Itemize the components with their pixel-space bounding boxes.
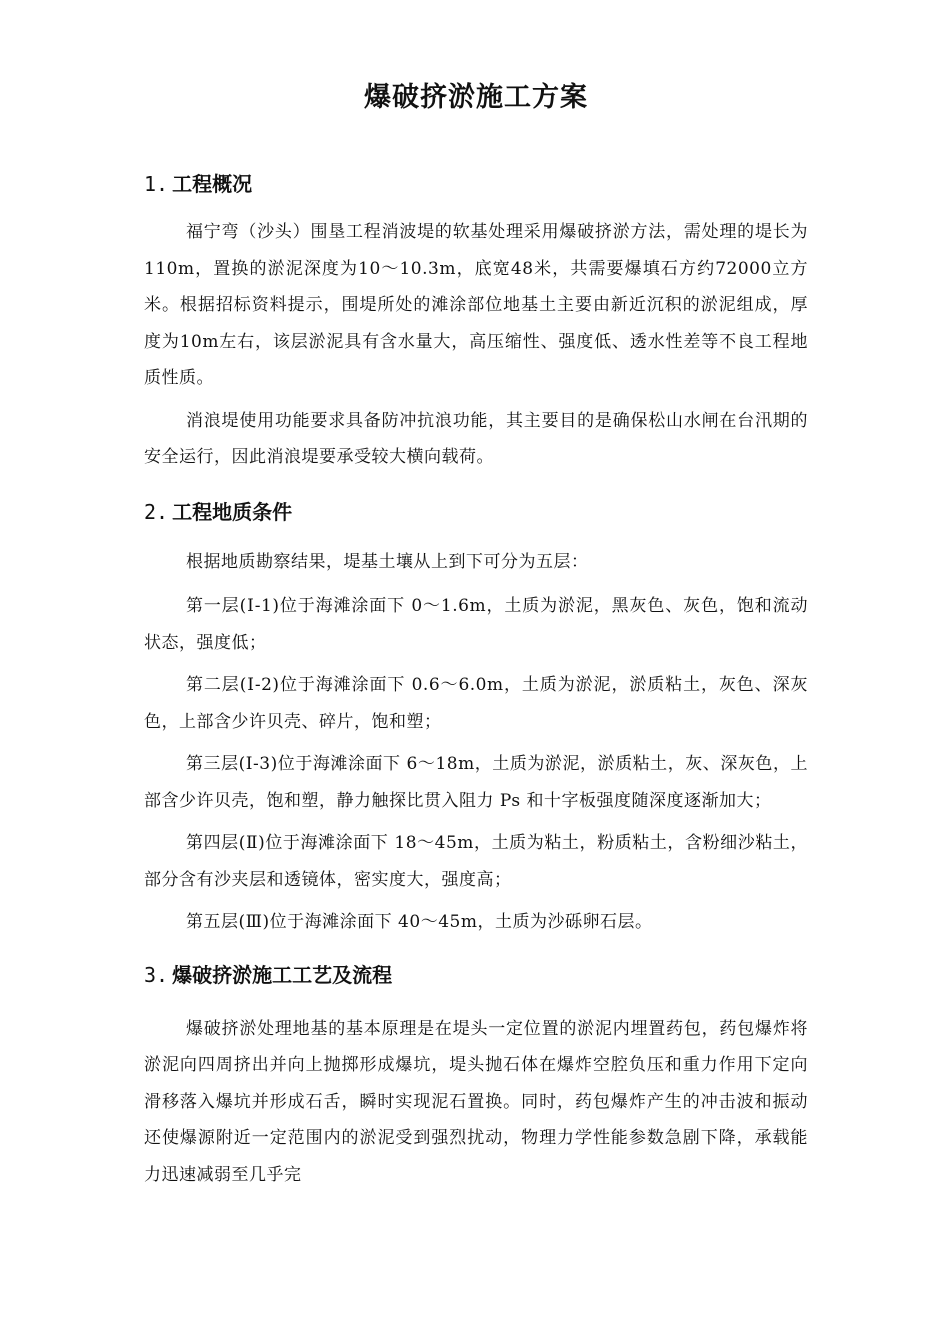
section-number: 2. <box>144 499 169 524</box>
section-title: 工程地质条件 <box>172 499 293 524</box>
section-title: 爆破挤淤施工工艺及流程 <box>172 962 393 987</box>
paragraph: 爆破挤淤处理地基的基本原理是在堤头一定位置的淤泥内埋置药包，药包爆炸将淤泥向四周挤出并向上抛掷形成爆坑，堤头抛石体在爆炸空腔负压和重力作用下定向滑移落入爆坑并形成石舌，瞬时实现泥石置换。同时，药包爆炸产生的冲击波和振动还使爆源附近一定范围内的淤泥受到强烈扰动，物理力学性能参数急剧下降，承载能力迅速减弱至几乎完 <box>144 1018 808 1185</box>
document-title: 爆破挤淤施工方案 <box>364 82 588 113</box>
paragraph: 根据地质勘察结果，堤基土壤从上到下可分为五层： <box>186 551 589 572</box>
paragraph: 消浪堤使用功能要求具备防冲抗浪功能，其主要目的是确保松山水闸在台汛期的安全运行，因此消浪堤要承受较大横向载荷。 <box>144 410 808 467</box>
section-number: 1. <box>144 172 169 196</box>
soil-layer-paragraph: 第二层(Ⅰ-2)位于海滩涂面下 0.6～6.0m，土质为淤泥，淤质粘土，灰色、深灰色，上部含少许贝壳、碎片，饱和塑； <box>144 675 808 732</box>
section-title: 工程概况 <box>172 172 253 196</box>
soil-layer-paragraph: 第一层(Ⅰ-1)位于海滩涂面下 0～1.6m，土质为淤泥，黑灰色、灰色，饱和流动状态，强度低； <box>144 596 808 653</box>
section-heading-process <box>144 961 808 989</box>
section-heading-overview <box>144 170 808 198</box>
soil-layer-paragraph: 第三层(Ⅰ-3)位于海滩涂面下 6～18m，土质为淤泥，淤质粘土，灰、深灰色，上部含少许贝壳，饱和塑，静力触探比贯入阻力 Ps 和十字板强度随深度逐渐加大； <box>144 754 808 811</box>
soil-layer-paragraph: 第四层(Ⅱ)位于海滩涂面下 18～45m，土质为粘土，粉质粘土，含粉细沙粘土，部分含有沙夹层和透镜体，密实度大，强度高； <box>144 833 808 890</box>
paragraph: 福宁弯（沙头）围垦工程消波堤的软基处理采用爆破挤淤方法，需处理的堤长为110m，置换的淤泥深度为10～10.3m，底宽48米，共需要爆填石方约72000立方米。根据招标资料提示，围堤所处的滩涂部位地基土主要由新近沉积的淤泥组成，厚度为10m左右，该层淤泥具有含水量大，高压缩性、强度低、透水性差等不良工程地质性质。 <box>144 222 808 388</box>
soil-layer-paragraph: 第五层(Ⅲ)位于海滩涂面下 40～45m，土质为沙砾卵石层。 <box>186 912 653 932</box>
section-number: 3. <box>144 962 169 987</box>
section-heading-geology <box>144 498 808 526</box>
